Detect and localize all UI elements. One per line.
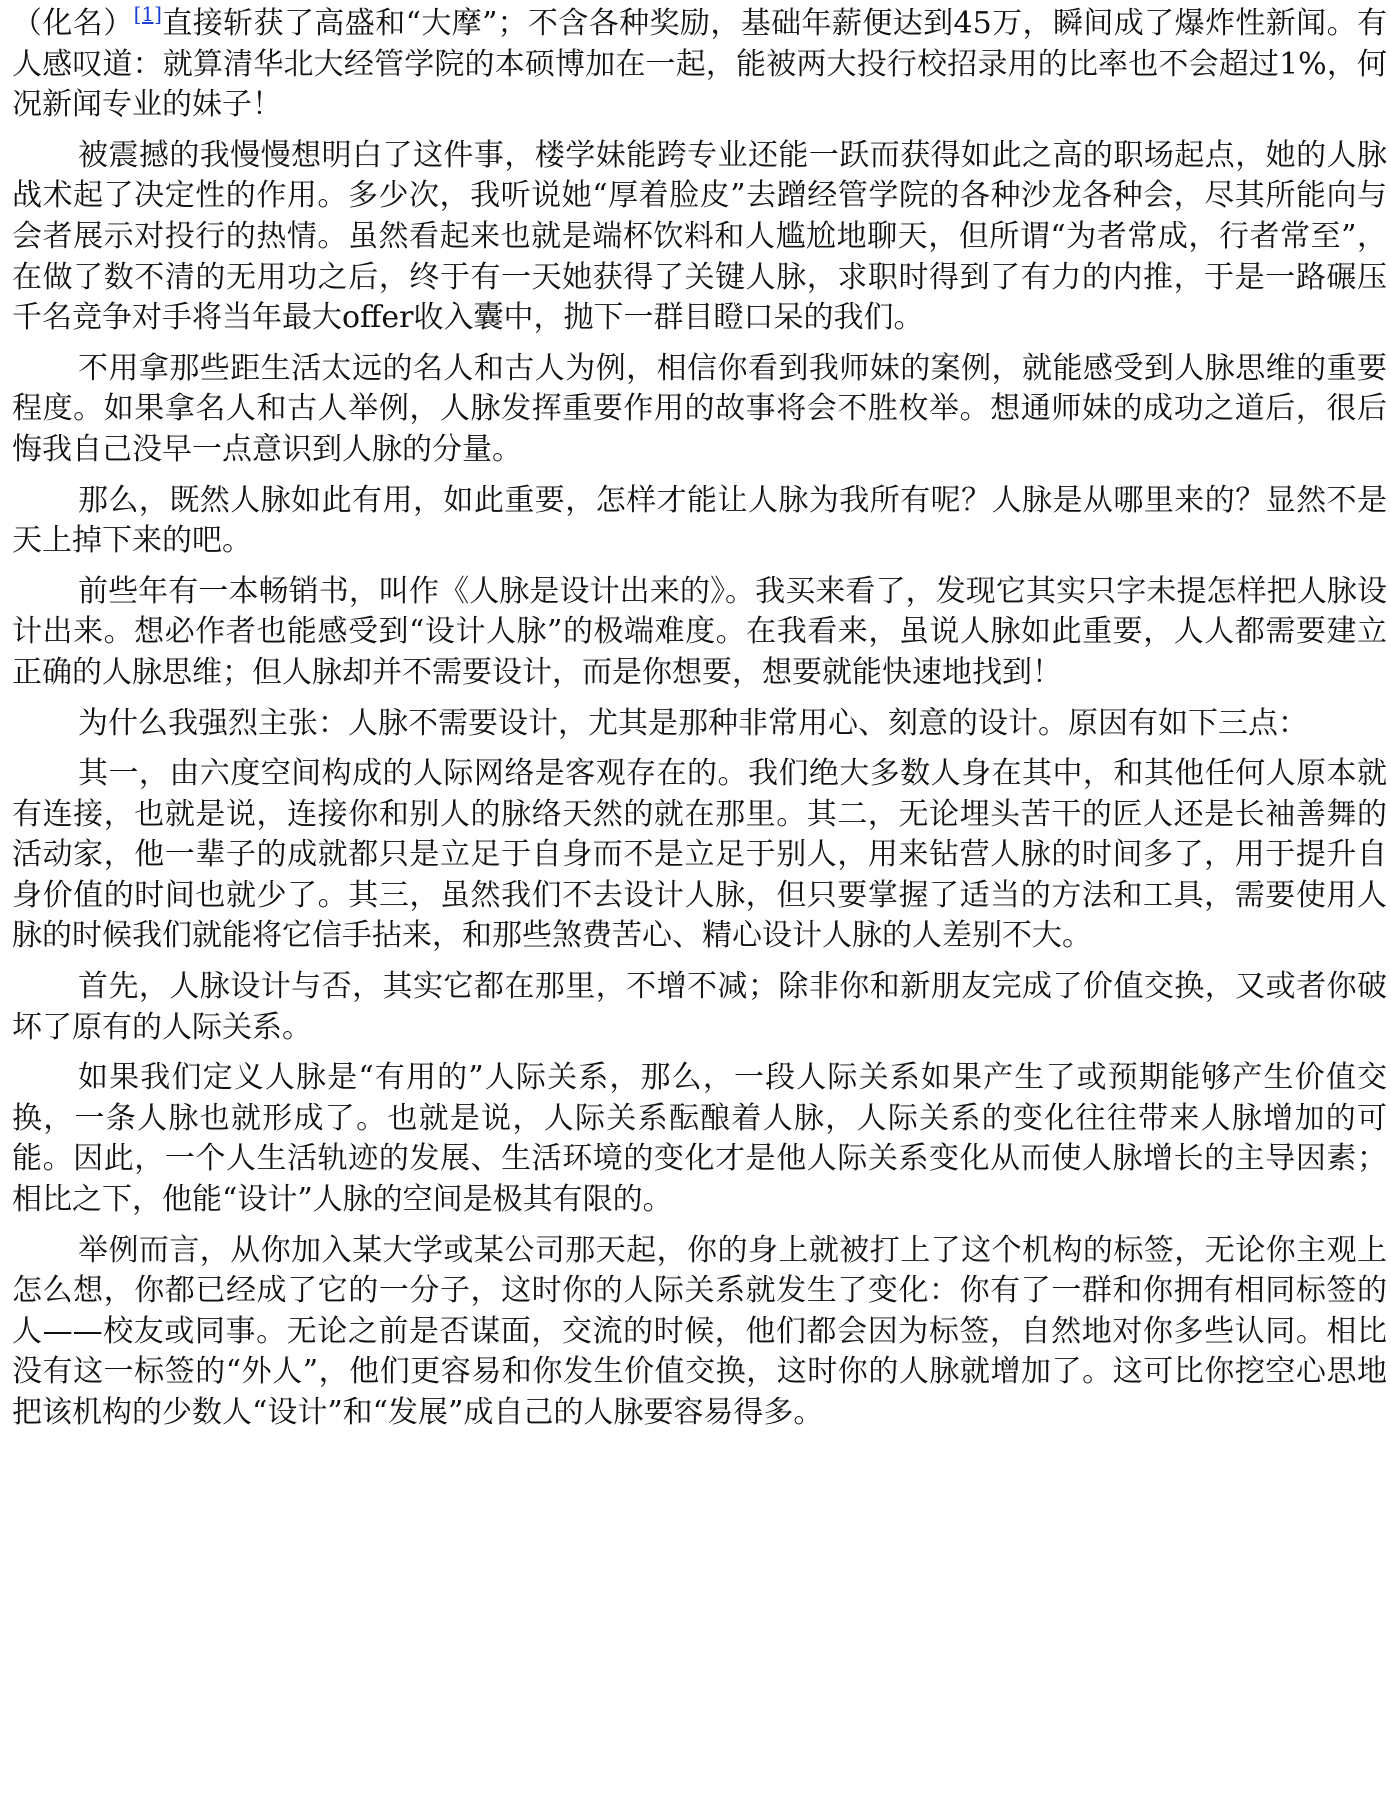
paragraph-intro [12, 4, 1387, 126]
intro-prefix: （化名） [12, 6, 134, 41]
paragraph: 为什么我强烈主张：人脉不需要设计，尤其是那种非常用心、刻意的设计。原因有如下三点： [78, 705, 1308, 741]
paragraph: 那么，既然人脉如此有用，如此重要，怎样才能让人脉为我所有呢？人脉是从哪里来的？显然不是天上掉下来的吧。 [12, 482, 1387, 559]
paragraph: 不用拿那些距生活太远的名人和古人为例，相信你看到我师妹的案例，就能感受到人脉思维的重要程度。如果拿名人和古人举例，人脉发挥重要作用的故事将会不胜枚举。想通师妹的成功之道后，很后悔我自己没早一点意识到人脉的分量。 [12, 350, 1387, 467]
footnote-link[interactable]: [1] [133, 2, 162, 26]
intro-text: 直接斩获了高盛和“大摩”；不含各种奖励，基础年薪便达到45万，瞬间成了爆炸性新闻。有人感叹道：就算清华北大经管学院的本硕博加在一起，能被两大投行校招录用的比率也不会超过1%，何况新闻专业的妹子！ [12, 6, 1387, 123]
paragraph: 前些年有一本畅销书，叫作《人脉是设计出来的》。我买来看了，发现它其实只字未提怎样把人脉设计出来。想必作者也能感受到“设计人脉”的极端难度。在我看来，虽说人脉如此重要，人人都需要建立正确的人脉思维；但人脉却并不需要设计，而是你想要，想要就能快速地找到！ [12, 573, 1387, 690]
paragraph: 被震撼的我慢慢想明白了这件事，楼学妹能跨专业还能一跃而获得如此之高的职场起点，她的人脉战术起了决定性的作用。多少次，我听说她“厚着脸皮”去蹭经管学院的各种沙龙各种会，尽其所能向与会者展示对投行的热情。虽然看起来也就是端杯饮料和人尴尬地聊天，但所谓“为者常成，行者常至”，在做了数不清的无用功之后，终于有一天她获得了关键人脉，求职时得到了有力的内推，于是一路碾压千名竞争对手将当年最大offer收入囊中，抛下一群目瞪口呆的我们。 [12, 137, 1387, 336]
paragraph: 如果我们定义人脉是“有用的”人际关系，那么，一段人际关系如果产生了或预期能够产生价值交换，一条人脉也就形成了。也就是说，人际关系酝酿着人脉，人际关系的变化往往带来人脉增加的可能。因此，一个人生活轨迹的发展、生活环境的变化才是他人际关系变化从而使人脉增长的主导因素；相比之下，他能“设计”人脉的空间是极其有限的。 [12, 1060, 1387, 1218]
paragraph: 其一，由六度空间构成的人际网络是客观存在的。我们绝大多数人身在其中，和其他任何人原本就有连接，也就是说，连接你和别人的脉络天然的就在那里。其二，无论埋头苦干的匠人还是长袖善舞的活动家，他一辈子的成就都只是立足于自身而不是立足于别人，用来钻营人脉的时间多了，用于提升自身价值的时间也就少了。其三，虽然我们不去设计人脉，但只要掌握了适当的方法和工具，需要使用人脉的时候我们就能将它信手拈来，和那些煞费苦心、精心设计人脉的人差别不大。 [12, 756, 1387, 954]
paragraph: 举例而言，从你加入某大学或某公司那天起，你的身上就被打上了这个机构的标签，无论你主观上怎么想，你都已经成了它的一分子，这时你的人际关系就发生了变化：你有了一群和你拥有相同标签的人——校友或同事。无论之前是否谋面，交流的时候，他们都会因为标签，自然地对你多些认同。相比没有这一标签的“外人”，他们更容易和你发生价值交换，这时你的人脉就增加了。这可比你挖空心思地把该机构的少数人“设计”和“发展”成自己的人脉要容易得多。 [12, 1232, 1387, 1430]
document-body [12, 4, 1387, 1444]
paragraph: 首先，人脉设计与否，其实它都在那里，不增不减；除非你和新朋友完成了价值交换，又或者你破坏了原有的人际关系。 [12, 969, 1387, 1045]
